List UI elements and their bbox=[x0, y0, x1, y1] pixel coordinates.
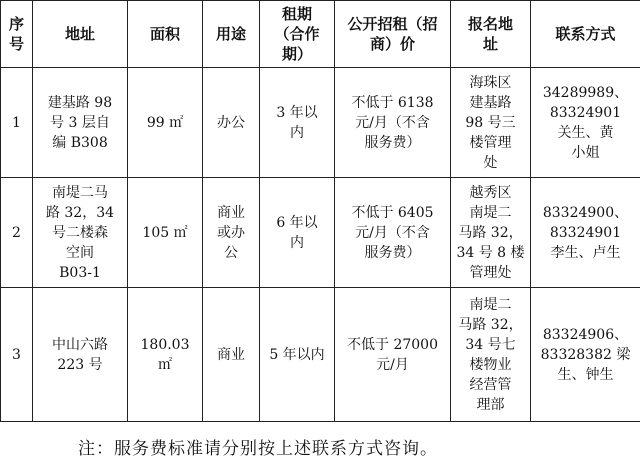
row-apply-address: 海珠区 建基路 98 号三 楼管理 处 bbox=[451, 68, 531, 178]
row-term: 3 年以 内 bbox=[260, 68, 335, 178]
header-row bbox=[1, 1, 640, 68]
row-use: 商业 或办 公 bbox=[203, 178, 260, 288]
row-apply-address: 南堤二 马路 32， 34 号七 楼物业 经营管 理部 bbox=[451, 288, 531, 422]
row-contact: 83324906、 83328382 梁 生、钟生 bbox=[531, 288, 640, 422]
row-apply-address: 越秀区 南堤二 马路 32， 34 号 8 楼 管理处 bbox=[451, 178, 531, 288]
row-area: 180.03 ㎡ bbox=[128, 288, 203, 422]
header-area: 面积 bbox=[128, 1, 203, 68]
row-price: 不低于 27000 元/月 bbox=[335, 288, 451, 422]
row-term: 6 年以 内 bbox=[260, 178, 335, 288]
header-use: 用途 bbox=[203, 1, 260, 68]
header-price: 公开招租（招 商）价 bbox=[335, 1, 451, 68]
row-contact: 34289989、 83324901 关生、黄 小姐 bbox=[531, 68, 640, 178]
row-price: 不低于 6405 元/月（不含 服务费） bbox=[335, 178, 451, 288]
row-price: 不低于 6138 元/月（不含 服务费） bbox=[335, 68, 451, 178]
row-no: 1 bbox=[1, 68, 33, 178]
row-area: 99 ㎡ bbox=[128, 68, 203, 178]
table-row bbox=[1, 178, 640, 288]
row-contact: 83324900、 83324901 李生、卢生 bbox=[531, 178, 640, 288]
header-apply-address: 报名地 址 bbox=[451, 1, 531, 68]
row-term: 5 年以内 bbox=[260, 288, 335, 422]
row-address: 南堤二马 路 32，34 号二楼森 空间 B03-1 bbox=[33, 178, 128, 288]
row-area: 105 ㎡ bbox=[128, 178, 203, 288]
header-contact: 联系方式 bbox=[531, 1, 640, 68]
service-fee-note: 注：服务费标准请分别按上述联系方式咨询。 bbox=[78, 439, 438, 459]
row-address: 建基路 98 号 3 层自 编 B308 bbox=[33, 68, 128, 178]
row-address: 中山六路 223 号 bbox=[33, 288, 128, 422]
table-row bbox=[1, 68, 640, 178]
row-no: 3 bbox=[1, 288, 33, 422]
header-no: 序 号 bbox=[1, 1, 33, 68]
row-use: 商业 bbox=[203, 288, 260, 422]
row-use: 办公 bbox=[203, 68, 260, 178]
header-address: 地址 bbox=[33, 1, 128, 68]
row-no: 2 bbox=[1, 178, 33, 288]
table-row bbox=[1, 288, 640, 422]
header-term: 租期 （合作 期） bbox=[260, 1, 335, 68]
